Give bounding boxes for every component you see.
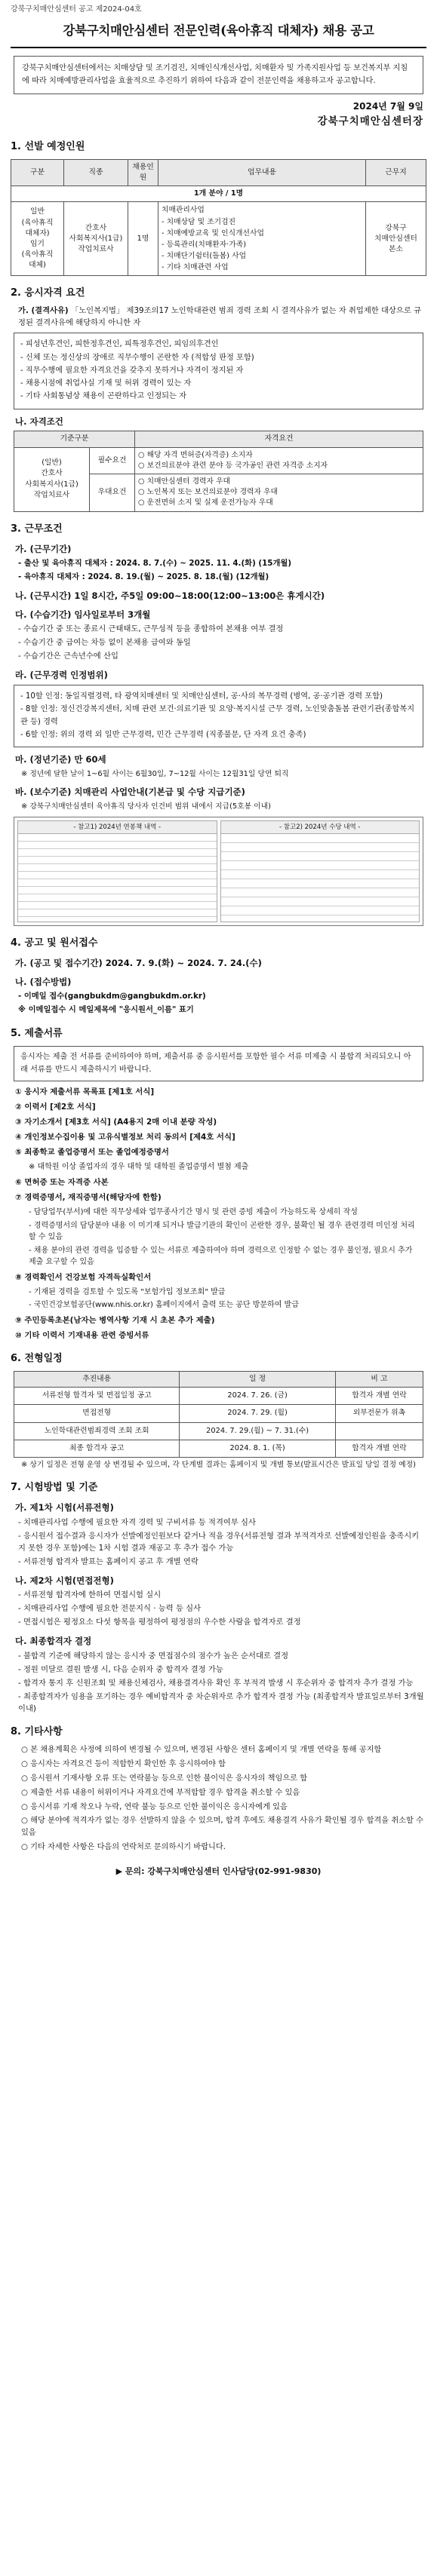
cell-location: 강북구 치매안심센터 본소 xyxy=(366,202,426,276)
list-item: ○ 제출한 서류 내용이 허위이거나 자격요건에 부적합할 경우 합격을 취소할 수 있음 xyxy=(21,1788,300,1797)
section-5-title: 5. 제출서류 xyxy=(11,1028,63,1040)
cell-required-kind: 필수요건 xyxy=(90,447,135,474)
sub-header: 1개 분야 / 1명 xyxy=(11,186,426,202)
contact-info: ▶ 문의: 강북구치매안심센터 인사담당(02-991-9830) xyxy=(115,1866,322,1876)
organization-name: 강북구치매안심센터장 xyxy=(317,115,423,128)
period-1: - 출산 및 육아휴직 대체자 : 2024. 8. 7.(수) ~ 2025. 11. 4.(화) (15개월) xyxy=(18,559,292,569)
document-item: ③ 자기소개서 [제3호 서식] (A4용지 2매 이내 분량 작성) xyxy=(15,1118,217,1127)
document-item: ⑥ 면허증 또는 자격증 사본 xyxy=(15,1177,109,1187)
doc-number: 강북구치매안심센터 공고 제2024-04호 xyxy=(11,5,142,14)
documents-notice-box: 응시자는 제출 전 서류를 준비하여야 하며, 제출서류 중 응시원서를 포함한 필수 서류 미제출 시 불합격 처리되오니 아래 서류를 반드시 제출하시기 바랍니다. xyxy=(14,1046,423,1081)
cell-preferred-kind: 우대요건 xyxy=(90,474,135,512)
document-item: ⑧ 경력확인서 건강보험 자격득실확인서 xyxy=(15,1272,152,1282)
section-7-title: 7. 시험방법 및 기준 xyxy=(11,1482,98,1494)
section-1-title: 1. 선발 예정인원 xyxy=(11,141,85,152)
list-item: ○ 응시자는 자격요건 등이 적합한지 확인한 후 응시하여야 함 xyxy=(21,1760,226,1769)
career-box: - 10할 인정: 동일직렬경력, 타 광역치매센터 및 치매안심센터, 공·사의 복무경력 (병역, 공·공기관 경력 포함) - 8할 인정: 정신건강복지센터, 치매 관련 보건·의료기관 및 요양·복지시설 근무 경력, 노인맞춤돌봄 관련기관(종합복지관 등) 경력 - 6할 인정: 위의 경력 외 일반 근무경력, 민간 근무경력 (직종불문, 단 자격 요건 충족) xyxy=(14,685,423,747)
cell-duties: 치매관리사업 - 치매상담 및 조기검진 - 치매예방교육 및 인식개선사업 - 등록관리(치매환자·가족) - 치매단기쉼터(돌봄) 사업 - 기타 치매관련 사업 xyxy=(158,202,366,276)
table-row: 노인학대관련범죄경력 조회 조회 2024. 7. 29.(월) ~ 7. 31.(수) xyxy=(14,1422,423,1440)
work-hours: 나. (근무시간) 1일 8시간, 주5일 09:00~18:00(12:00~13:00은 휴게시간) xyxy=(15,590,325,602)
email-subject-note: ※ 이메일접수 시 메일제목에 "응시원서_이름" 표기 xyxy=(18,1005,194,1015)
cell-count: 1명 xyxy=(128,202,158,276)
salary-label: 바. (보수기준) 치매관리 사업안내(기본급 및 수당 지급기준) xyxy=(15,787,245,798)
recruitment-table xyxy=(11,159,426,277)
page-title: 강북구치매안심센터 전문인력(육아휴직 대체자) 채용 공고 xyxy=(11,19,426,49)
document-item: ① 응시자 제출서류 목록표 [제1호 서식] xyxy=(15,1087,155,1096)
section-2-title: 2. 응시자격 요건 xyxy=(11,287,85,299)
th-count: 채용인원 xyxy=(128,159,158,186)
intro-box: 강북구치매안심센터에서는 치매상담 및 조기검진, 치매인식개선사업, 치매환자 및 가족지원사업 등 보건복지부 지침에 따라 치매예방관리사업을 효율적으로 추진하기 위하여 다음과 같이 전문인력을 채용하고자 공고합니다. xyxy=(14,56,423,94)
section-8-title: 8. 기타사항 xyxy=(11,1726,63,1738)
schedule-note: ※ 상기 일정은 전형 운영 상 변경될 수 있으며, 각 단계별 결과는 홈페이지 및 개별 통보(발표시간은 발표일 당일 결정 예정) xyxy=(21,1460,416,1469)
section-6-title: 6. 전형일정 xyxy=(11,1353,63,1365)
document-item: ⑩ 기타 이력서 기재내용 관련 증빙서류 xyxy=(15,1330,149,1340)
allowance-table-image: - 참고2) 2024년 수당 내역 - xyxy=(220,820,420,922)
cell-fields: (일반) 간호사 사회복지사(1급) 작업치료사 xyxy=(14,447,90,511)
section-4-title: 4. 공고 및 원서접수 xyxy=(11,937,98,949)
application-period: 가. (공고 및 접수기간) 2024. 7. 9.(화) ~ 2024. 7. 24.(수) xyxy=(15,958,262,969)
qualification-table xyxy=(14,431,423,511)
misc-list xyxy=(11,1744,426,1854)
allowance-table-thumbnail xyxy=(221,834,420,922)
period-2: - 육아휴직 대체자 : 2024. 8. 19.(월) ~ 2025. 8. 18.(월) (12개월) xyxy=(18,572,269,582)
work-period-label: 가. (근무기간) xyxy=(15,543,72,554)
email-method: - 이메일 접수(gangbukdm@gangbukdm.or.kr) xyxy=(18,992,206,1001)
th-requirements: 자격요건 xyxy=(135,431,423,447)
document-item: ⑤ 최종학교 졸업증명서 또는 졸업예정증명서 xyxy=(15,1148,169,1158)
retirement-age: 마. (정년기준) 만 60세 xyxy=(15,754,106,765)
section-3-title: 3. 근무조건 xyxy=(11,523,63,535)
cell-type: 일반 (육아휴직 대체자) 임기 (육아휴직 대체) xyxy=(11,202,64,276)
documents-list: ① 응시자 제출서류 목록표 [제1호 서식] ② 이력서 [제2호 서식] ③ 자기소개서 [제3호 서식] (A4용지 2매 이내 분량 작성) ④ 개인정보수집이용 및 고유식별정보 처리 동의서 [제4호 서식] ⑤ 최종학교 졸업증명서 또는 졸업예정증명서 ※ 대학원 이상 졸업자의 경우 대학 및 대학원 졸업증명서 별첨 제출 ⑥ 면허증 또는 자격증 사본 ⑦ 경력증명서, 재직증명서(해당자에 한함) - 담당업무(부서)에 대한 직무상세와 업무종사기간 명시 및 관련 증빙 제출이 가능하도록 상세히 작성 - 경력증명서의 담당분야 내용 이 미기재 되거나 발급기관의 확인이 곤란한 경우, 불확인 될 경우 관련경력 미인정 처리 할 수 있음 - 채용 분야의 관련 경력을 입증할 수 있는 서류로 제출하여야 하며 경력으로 인정할 수 없는 경우 불인정, 필요시 추가 제출 요구할 수 있음 ⑧ 경력확인서 건강보험 자격득실확인서 - 기재된 경력을 검토할 수 있도록 "보험가입 정보조회" 발급 - 국민건강보험공단(www.nhis.or.kr) 홈페이지에서 출력 또는 공단 방문하여 발급 ⑨ 주민등록초본(남자는 병역사항 기재 시 초본 추가 제출) ⑩ 기타 이력서 기재내용 관련 증빙서류 xyxy=(15,1086,422,1342)
th-criteria: 기준구분 xyxy=(14,431,135,447)
salary-table-thumbnail xyxy=(18,834,217,922)
th-duties: 업무내용 xyxy=(158,159,366,186)
cell-preferred-items: ○ 치매안심센터 경력자 우대 ○ 노인복지 또는 보건의료분야 경력자 우대 ○ 운전면허 소지 및 실제 운전가능자 우대 xyxy=(135,474,423,512)
th-location: 근무지 xyxy=(366,159,426,186)
cell-required-items: ○ 해당 자격 면허증(자격증) 소지자 ○ 보건의료분야 관련 분야 등 국가공인 관련 자격증 소지자 xyxy=(135,447,423,474)
announcement-date: 2024년 7월 9일 xyxy=(352,101,423,112)
disqualification-text: 가. (결격사유) 「노인복지법」 제39조의17 노인학대관련 범죄 경력 조회 시 결격사유가 없는 자 취업제한 대상으로 규정된 결격사유에 해당하지 아니한 자 xyxy=(18,306,421,328)
list-item: ○ 본 채용계획은 사정에 의하여 변경될 수 있으며, 변경된 사항은 센터 홈페이지 및 개별 연락을 통해 공지함 xyxy=(21,1746,382,1755)
career-label: 라. (근무경력 인정범위) xyxy=(15,670,108,681)
document-item: ② 이력서 [제2호 서식] xyxy=(15,1102,96,1112)
list-item: ○ 기타 자세한 사항은 다음의 연락처로 문의하시기 바랍니다. xyxy=(21,1843,226,1851)
application-method-label: 나. (접수방법) xyxy=(15,976,72,987)
list-item: ○ 응시서류 기재 착오나 누락, 연락 불능 등으로 인한 불이익은 응시자에게 있음 xyxy=(21,1802,288,1811)
document-item: ⑨ 주민등록초본(남자는 병역사항 기재 시 초본 추가 제출) xyxy=(15,1315,215,1325)
th-type: 구분 xyxy=(11,159,64,186)
th-job: 직종 xyxy=(64,159,128,186)
probation-label: 다. (수습기간) 임사일로부터 3개월 xyxy=(15,609,151,620)
cell-job: 간호사 사회복지사(1급) 작업치료사 xyxy=(64,202,128,276)
page: 강북구치매안심센터 공고 제2024-04호 강북구치매안심센터 전문인력(육아휴직 대체자) 채용 공고 강북구치매안심센터에서는 치매상담 및 조기검진, 치매인식개선사업, 치매환자 및 가족지원사업 등 보건복지부 지침에 따라 치매예방관리사업을 효율적으로 추진하기 위하여 다음과 같이 전문인력을 채용하고자 공고합니다. 2024년 7월 9일 강북구치매안심센터장 1. 선발 예정인원 구분 직종 채용인원 업무내용 근무지 1개 분야 / 1명 일반 (육아휴직 대체자) 임기 (육아휴직 대체) 간호사 사회복지사(1급) 작업치료사 1명 치매관리사업 - 치매상담 및 조기검진 - 치매예방교육 및 인식개선사업 - 등록관리(치매환자·가족) - 치매단기쉼터(돌봄) 사업 - 기타 치매관련 사업 강북구 치매안심센터 본소 2. 응시자격 요건 가. (결격사유) 「노인복지법」 제39조의17 노인학대관련 범죄 경력 조회 시 결격사유가 없는 자 취업제한 대상으로 규정된 결격사유에 해당하지 아니한 자 - 피성년후견인, 피한정후견인, 피특정후견인, 피임의후견인 - 신체 또는 정신상의 장애로 직무수행이 곤란한 자 (적합성 판정 포함) - 직무수행에 필요한 자격요건을 갖추지 못하거나 자격이 정지된 자 - 채용시점에 취업사실 기재 및 허위 경력이 있는 자 - 기타 사회통념상 채용이 곤란하다고 인정되는 자 나. 자격조건 기준구분 자격요건 (일반) 간호사 사회복지사(1급) 작업치료사 필수요건 ○ 해당 자격 면허증(자격증) 소지자 ○ 보건의료분야 관련 분야 등 국가공인 관련 자격증 소지자 우대요건 ○ 치매안심센터 경력자 우대 ○ 노인복지 또는 보건의료분야 경력자 우대 ○ 운전면허 소지 및 실제 운전가능자 우대 3. 근무조건 가. (근무기간) - 출산 및 육아휴직 대체자 : 2024. 8. 7.(수) ~ 2025. 11. 4.(화) (15개월) - 육아휴직 대체자 : 2024. 8. 19.(월) ~ 2025. 8. 18.(월) (12개월) 나. (근무시간) 1일 8시간, 주5일 09:00~18:00(12:00~13:00은 휴게시간) 다. (수습기간) 임사일로부터 3개월 - 수습기간 중 또는 종료시 근태태도, 근무성적 등을 종합하여 본채용 여부 결정 - 수습기간 중 급여는 차등 없이 본채용 급여와 동일 - 수습기간은 근속년수에 산입 라. (근무경력 인정범위) - 10할 인정: 동일직렬경력, 타 광역치매센터 및 치매안심센터, 공·사의 복무경력 (병역, 공·공기관 경력 포함) - 8할 인정: 정신건강복지센터, 치매 관련 보건·의료기관 및 요양·복지시설 근무 경력, 노인맞춤돌봄 관련기관(종합복지관 등) 경력 - 6할 인정: 위의 경력 외 일반 근무경력, 민간 근무경력 (직종불문, 단 자격 요건 충족) 마. (정년기준) 만 60세 ※ 정년에 달한 날이 1~6월 사이는 6월30일, 7~12월 사이는 12월31일 당연 퇴직 바. (보수기준) 치매관리 사업안내(기본급 및 수당 지급기준) ※ 강북구치매안심센터 육아휴직 당사자 인건비 범위 내에서 지급(5호봉 이내) - 참고1) 2024년 연봉책 내역 - - 참고2) 2024년 수당 내역 - 4. 공고 및 원서접수 가. (공고 및 접수기간) 2024. 7. 9.(화) ~ 2024. 7. 24.(수) 나. (접수방법) - 이메일 접수(gangbukdm@gangbukdm.or.kr) ※ 이메일접수 시 메일제목에 "응시원서_이름" 표기 5. 제출서류 응시자는 제출 전 서류를 준비하여야 하며, 제출서류 중 응시원서를 포함한 필수 서류 미제출 시 불합격 처리되오니 아래 서류를 반드시 제출하시기 바랍니다. ① 응시자 제출서류 목록표 [제1호 서식] ② 이력서 [제2호 서식] ③ 자기소개서 [제3호 서식] (A4용지 2매 이내 분량 작성) ④ 개인정보수집이용 및 고유식별정보 처리 동의서 [제4호 서식] ⑤ 최종학교 졸업증명서 또는 졸업예정증명서 ※ 대학원 이상 졸업자의 경우 대학 및 대학원 졸업증명서 별첨 제출 ⑥ 면허증 또는 자격증 사본 ⑦ 경력증명서, 재직증명서(해당자에 한함) - 담당업무(부서)에 대한 직무상세와 업무종사기간 명시 및 관련 증빙 제출이 가능하도록 상세히 작성 - 경력증명서의 담당분야 내용 이 미기재 되거나 발급기관의 확인이 곤란한 경우, 불확인 될 경우 관련경력 미인정 처리 할 수 있음 - 채용 분야의 관련 경력을 입증할 수 있는 서류로 제출하여야 하며 경력으로 인정할 수 없는 경우 불인정, 필요시 추가 제출 요구할 수 있음 ⑧ 경력확인서 건강보험 자격득실확인서 - 기재된 경력을 검토할 수 있도록 "보험가입 정보조회" 발급 - 국민건강보험공단(www.nhis.or.kr) 홈페이지에서 출력 또는 공단 방문하여 발급 ⑨ 주민등록초본(남자는 병역사항 기재 시 초본 추가 제출) ⑩ 기타 이력서 기재내용 관련 증빙서류 6. 전형일정 추진내용 일 정 비 고 서류전형 합격자 및 면접일정 공고 2024. 7. 26. (금) 합격자 개별 연락 면접전형 2024. 7. 29. (월) 외부전문가 위촉 노인학대관련범죄경력 조회 조회 2024. 7. 29.(월) ~ 7. 31.(수) 최종 합격자 공고 2024. 8. 1. (목) 합격자 개별 연락 ※ 상기 일정은 전형 운영 상 변경될 수 있으며, 각 단계별 결과는 홈페이지 및 개별 통보(발표시간은 발표일 당일 결정 예정) 7. 시험방법 및 기준 가. 제1차 시험(서류전형) - 치매관리사업 수행에 필요한 자격 경력 및 구비서류 등 적격여부 심사 - 응시원서 접수결과 응시자가 선발예정인원보다 같거나 적을 경우(서류전형 결과 부적격자로 선발예정인원을 충족시키지 못한 경우 포함)에는 1차 시험 결과 재공고 후 추가 접수 가능 - 서류전형 합격자 발표는 홈페이지 공고 후 개별 연락 나. 제2차 시험(면접전형) - 서류전형 합격자에 한하여 면접시험 실시 - 치매관리사업 수행에 필요한 전문지식 · 능력 등 심사 - 면접시험은 평정요소 다섯 항목을 평정하여 평정점의 우수한 사람을 합격자로 결정 다. 최종합격자 결정 - 불합격 기준에 해당하지 않는 응시자 중 면접점수의 점수가 높은 순서대로 결정 - 정원 미달로 결원 발생 시, 다음 순위자 중 합격자 결정 가능 - 합격자 통지 후 신원조회 및 채용신체검사, 채용결격사유 확인 후 부적격 발생 시 후순위자 중 합격자 추가 결정 가능 - 최종합격자가 임용을 포기하는 경우 예비합격자 중 차순위자로 추가 합격자 결정 가능 (최종합격자 발표일로부터 3개월 이내) 8. 기타사항 ○ 본 채용계획은 사정에 의하여 변경될 수 있으며, 변경된 사항은 센터 홈페이지 및 개별 연락을 통해 공지함 ○ 응시자는 자격요건 등이 적합한지 확인한 후 응시하여야 함 ○ 응시원서 기재사항 오류 또는 연락불능 등으로 인한 불이익은 응시자의 책임으로 함 ○ 제출한 서류 내용이 허위이거나 자격요건에 부적합할 경우 합격을 취소할 수 있음 ○ 응시서류 기재 착오나 누락, 연락 불능 등으로 인한 불이익은 응시자에게 있음 ○ 해당 분야에 적격자가 없는 경우 선발하지 않을 수 있으며, 합격 후에도 채용결격 사유가 확인될 경우 합격을 취소할 수 있음 ○ 기타 자세한 사항은 다음의 연락처로 문의하시기 바랍니다. ▶ 문의: 강북구치매안심센터 인사담당(02-991-9830) xyxy=(0,0,437,2576)
document-item: ⑦ 경력증명서, 재직증명서(해당자에 한함) xyxy=(15,1193,162,1203)
schedule-table: 추진내용 일 정 비 고 서류전형 합격자 및 면접일정 공고 2024. 7. 26. (금) 합격자 개별 연락 면접전형 2024. 7. 29. (월) 외부전문가 위촉 노인학대관련범죄경력 조회 조회 2024. 7. 29.(월) ~ 7. 31.(수) 최종 합격자 공고 2024. 8. 1. (목) 합격자 개별 연락 xyxy=(14,1371,423,1458)
list-item: ○ 해당 분야에 적격자가 없는 경우 선발하지 않을 수 있으며, 합격 후에도 채용결격 사유가 확인될 경우 합격을 취소할 수 있음 xyxy=(21,1817,423,1838)
list-item: ○ 응시원서 기재사항 오류 또는 연락불능 등으로 인한 불이익은 응시자의 책임으로 함 xyxy=(21,1774,308,1783)
salary-table-image: - 참고1) 2024년 연봉책 내역 - xyxy=(17,820,217,922)
table-row: 최종 합격자 공고 2024. 8. 1. (목) 합격자 개별 연락 xyxy=(14,1440,423,1457)
salary-reference-images xyxy=(14,817,423,926)
qualification-label: 나. 자격조건 xyxy=(15,416,63,427)
table-row: 면접전형 2024. 7. 29. (월) 외부전문가 위촉 xyxy=(14,1405,423,1422)
document-item: ④ 개인정보수집이용 및 고유식별정보 처리 동의서 [제4호 서식] xyxy=(15,1133,235,1142)
disqualification-box: - 피성년후견인, 피한정후견인, 피특정후견인, 피임의후견인 - 신체 또는 정신상의 장애로 직무수행이 곤란한 자 (적합성 판정 포함) - 직무수행에 필요한 자격요건을 갖추지 못하거나 자격이 정지된 자 - 채용시점에 취업사실 기재 및 허위 경력이 있는 자 - 기타 사회통념상 채용이 곤란하다고 인정되는 자 xyxy=(14,333,423,409)
table-row: 서류전형 합격자 및 면접일정 공고 2024. 7. 26. (금) 합격자 개별 연락 xyxy=(14,1388,423,1405)
